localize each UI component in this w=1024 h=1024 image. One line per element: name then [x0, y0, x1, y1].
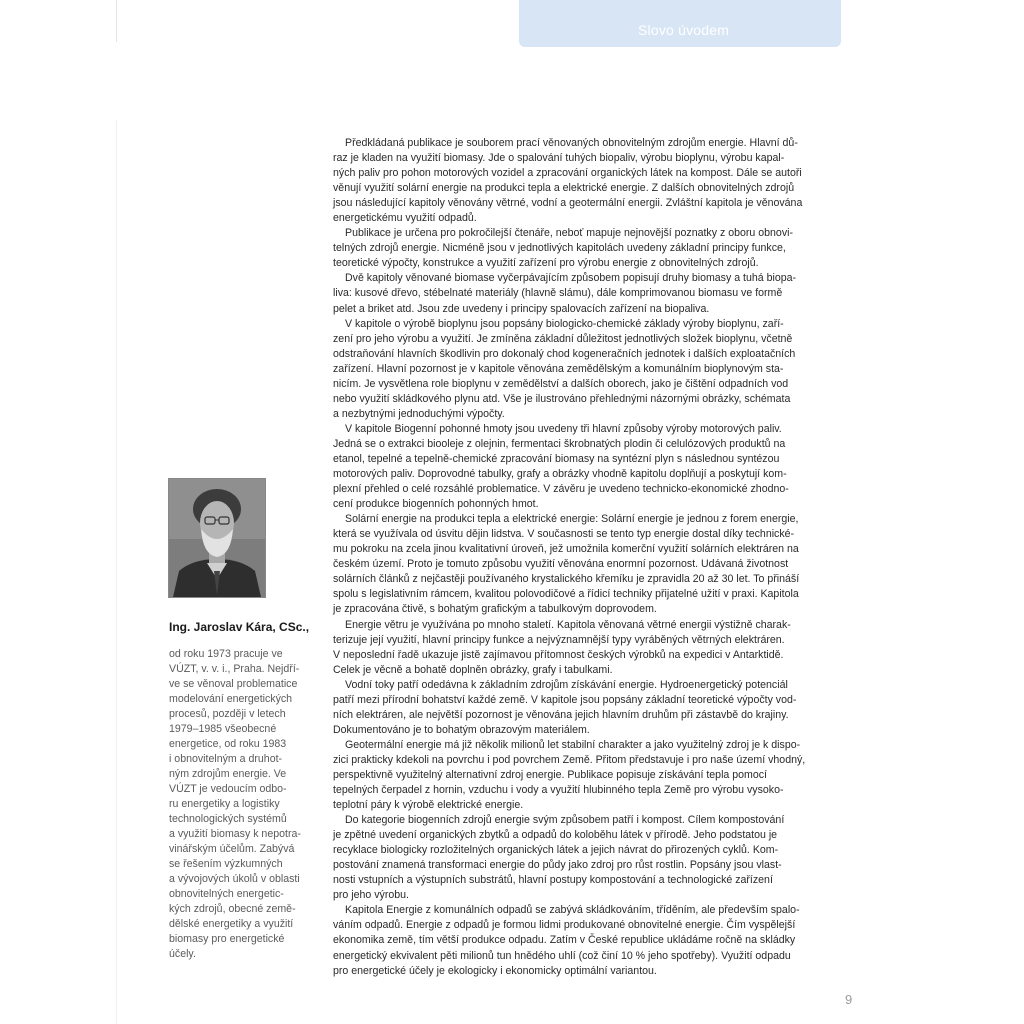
paragraph-line: V kapitole Biogenní pohonné hmoty jsou uvedeny tři hlavní způsoby výroby motorových paliv.: [345, 422, 782, 435]
paragraph-line: telných zdrojů energie. Nicméně jsou v jednotlivých kapitolách uvedeny základní principy funkce,: [333, 242, 786, 255]
paragraph-line: postování znamená transformaci energie do půdy jako zdroj pro růst rostlin. Popsány jsou vlast-: [333, 859, 782, 872]
paragraph-line: plexní přehled o celé rozsáhlé problematice. V závěru je uvedeno technicko-ekonomické zhodno-: [333, 483, 789, 496]
paragraph-line: která se využívala od úsvitu dějin lidstva. V současnosti se tento typ energie dostal díky techniсké-: [333, 528, 795, 541]
paragraph-line: terizuje její využití, hlavní principy funkce a nejvýznamnější typy vyráběných větrných elektráren.: [333, 633, 785, 646]
paragraph-line: zici prakticky kdekoli na povrchu i pod povrchem Země. Přitom představuje i pro naše území vhodný,: [333, 753, 806, 766]
author-portrait-image: [169, 479, 265, 597]
bio-line: i obnovitelným a druhot-: [169, 753, 283, 765]
paragraph-line: pro energetické účely je ekologicky i ekonomicky optimální variantou.: [333, 964, 657, 977]
paragraph-line: odstraňování hlavních škodlivin pro dokonalý chod kogeneračních jednotek i dalších exploatačních: [333, 347, 796, 360]
body-paragraph: [333, 226, 847, 271]
paragraph-line: mu pokroku na zcela jinou kvalitativní úroveň, jež umožnila komerční využití solárních elektráren na: [333, 543, 799, 556]
bio-line: ným zdrojům energie. Ve: [169, 768, 287, 780]
paragraph-line: je zpětné uvedení organických zbytků a odpadů do koloběhu látek v přírodě. Jeho podstatou je: [333, 829, 778, 842]
bio-line: a využití biomasy k nepotra-: [169, 828, 301, 840]
section-title: Slovo úvodem: [638, 22, 730, 38]
paragraph-line: věnují využití solární energie na produkci tepla a elektrické energie. Z dalších obnovitelných zdrojů: [333, 182, 795, 195]
margin-line: [116, 120, 117, 1024]
paragraph-line: nebo využití skládkového plynu atd. Vše je ilustrováno přehlednými názornými obrázky, schémata: [333, 392, 791, 405]
bio-line: se řešením výzkumných: [169, 858, 283, 870]
paragraph-line: Do kategorie biogenních zdrojů energie svým způsobem patří i kompost. Cílem kompostování: [345, 814, 785, 827]
paragraph-line: zařízení. Hlavní pozornost je v kapitole věnována zemědělským a komunálním bioplynovým sta-: [333, 362, 784, 375]
paragraph-line: Geotermální energie má již několik milionů let stabilní charakter a jako využitelný zdroj je k dispo-: [345, 738, 801, 751]
paragraph-line: Celek je věcně a bohatě doplněn obrázky, grafy i tabulkami.: [333, 663, 613, 676]
author-bio: [169, 647, 319, 962]
bio-line: vinářským účelům. Zabývá: [169, 843, 295, 855]
author-photo: [168, 478, 266, 598]
paragraph-line: Dvě kapitoly věnované biomase vyčerpávajícím způsobem popisují druhy biomasy a tuhá biopa-: [345, 272, 797, 285]
paragraph-line: perspektivně využitelný alternativní zdroj energie. Publikace popisuje získávání tepla pomocí: [333, 768, 767, 781]
main-text: [333, 136, 847, 979]
margin-line-top: [116, 0, 117, 42]
paragraph-line: spolu s legislativním rámcem, kvalitou polovodičové a řídicí techniky přijatelné užití v praxi. Kapitola: [333, 588, 799, 601]
bio-line: a vývojových úkolů v oblasti: [169, 873, 300, 885]
paragraph-line: Dokumentováno je to bohatým obrazovým materiálem.: [333, 723, 590, 736]
paragraph-line: Energie větru je využívána po mnoho staletí. Kapitola věnovaná větrné energii výstižně charak-: [345, 618, 791, 631]
body-paragraph: [333, 618, 847, 678]
paragraph-line: solárních článků z nejčastěji používaného krystalického křemíku je zpravidla 20 až 30 let. To přináší: [333, 573, 800, 586]
paragraph-line: je zpracována čtivě, s bohatým grafickým a tabulkovým doprovodem.: [333, 603, 657, 616]
paragraph-line: tepelných čerpadel z hornin, vzduchu i vody a využití hlubinného tepla Země pro výrobu vysoko-: [333, 784, 784, 797]
paragraph-line: patří mezi přírodní bohatství každé země. V kapitole jsou popsány základní teoretické výpočty vod-: [333, 693, 797, 706]
paragraph-line: energetickému využití odpadů.: [333, 212, 477, 225]
paragraph-line: Vodní toky patří odedávna k základním zdrojům získávání energie. Hydroenergetický potenciál: [345, 678, 788, 691]
paragraph-line: teoretické výpočty, konstrukce a využití zařízení pro výrobu energie z obnovitelných zdrojů.: [333, 257, 759, 270]
body-paragraph: [333, 738, 847, 813]
paragraph-line: nicím. Je vysvětlena role bioplynu v zemědělství a dalších oborech, jako je čištění odpadních vod: [333, 377, 789, 390]
section-header-tab: [519, 0, 841, 47]
paragraph-line: váním odpadů. Energie z odpadů je formou lidmi produkované obnovitelné energie. Čím vyspělejší: [333, 919, 796, 932]
paragraph-line: liva: kusové dřevo, stébelnaté materiály (hlavně slámu), dále komprimovanou biomasu ve formě: [333, 287, 783, 300]
paragraph-line: ných paliv pro pohon motorových vozidel a zpracování organických látek na kompost. Dále se autoři: [333, 167, 802, 180]
paragraph-line: Jedná se o extrakci bioolejе z olejnin, fermentaci škrobnatých plodin či celulózových produktů na: [333, 437, 786, 450]
bio-line: ve se věnoval problematice: [169, 678, 298, 690]
paragraph-line: pelet a briket atd. Jsou zde uvedeny i principy spalovacích zařízení na biopaliva.: [333, 302, 710, 315]
bio-line: od roku 1973 pracuje ve: [169, 648, 283, 660]
author-name: Ing. Jaroslav Kára, CSc.,: [169, 620, 310, 634]
paragraph-line: Předkládaná publikace je souborem prací věnovaných obnovitelným zdrojům energie. Hlavní dů-: [345, 137, 798, 149]
paragraph-line: Solární energie na produkci tepla a elektrické energie: Solární energie je jednou z forem energie,: [345, 513, 799, 526]
paragraph-line: Kapitola Energie z komunálních odpadů se zabývá skládkováním, tříděním, ale především spalo-: [345, 904, 800, 917]
paragraph-line: českém území. Proto je tomuto způsobu využití věnována enormní pozornost. Udávaná životnost: [333, 558, 789, 571]
paragraph-line: ekonomika země, tím větší produkce odpadu. Zatím v České republice ukládáme ročně na skládky: [333, 934, 796, 947]
paragraph-line: pro jeho výrobu.: [333, 889, 409, 902]
bio-line: účely.: [169, 948, 196, 960]
paragraph-line: energetický ekvivalent pěti milionů tun hnědého uhlí (což činí 10 % jeho spotřeby). Využití odpadu: [333, 949, 791, 962]
bio-line: 1979–1985 všeobecné: [169, 723, 277, 735]
bio-line: obnovitelných energetic-: [169, 888, 284, 900]
paragraph-line: V neposlední řadě ukazuje jistě zajímavou přítomnost českých výrobků na expedici v Antarktidě.: [333, 648, 784, 661]
body-paragraph: [333, 903, 847, 978]
body-paragraph: [333, 136, 847, 226]
bio-line: ru energetiky a logistiky: [169, 798, 280, 810]
bio-line: biomasy pro energetické: [169, 933, 285, 945]
paragraph-line: Publikace je určena pro pokročilejší čtenáře, neboť mapuje nejnovější poznatky z oboru obnovi-: [345, 227, 793, 240]
paragraph-line: recyklace biologicky rozložitelných organických látek a jejich návrat do přirozených cyklů. Kom-: [333, 844, 779, 857]
paragraph-line: jsou následující kapitoly věnovány větrné, vodní a geotermální energii. Zvláštní kapitola je věnována: [333, 197, 803, 210]
bio-line: kých zdrojů, obecné země-: [169, 903, 296, 915]
page-number: 9: [845, 992, 853, 1007]
bio-line: dělské energetiky a využití: [169, 918, 294, 930]
body-paragraph: [333, 271, 847, 316]
body-paragraph: [333, 317, 847, 422]
paragraph-line: teplotní páry k výrobě elektrické energie.: [333, 799, 524, 812]
paragraph-line: ních elektráren, ale největší pozornost je věnována jejich hlavním druhům při zástavbě do krajiny.: [333, 708, 789, 721]
bio-line: energetice, od roku 1983: [169, 738, 287, 750]
body-paragraph: [333, 512, 847, 617]
paragraph-line: etanol, tepelné a tepelně-chemické zpracování biomasy na syntézní plyn s následnou syntézou: [333, 452, 780, 465]
paragraph-line: cení produkce biogenních pohonných hmot.: [333, 498, 539, 511]
paragraph-line: V kapitole o výrobě bioplynu jsou popsány biologicko-chemické základy výroby bioplynu, zaří-: [345, 317, 784, 330]
paragraph-line: raz je kladen na využití biomasy. Jde o spalování tuhých biopaliv, výrobu bioplynu, výrobu kapal-: [333, 152, 785, 165]
body-paragraph: [333, 813, 847, 903]
bio-line: VÚZT, v. v. i., Praha. Nejdří-: [169, 663, 300, 675]
bio-line: VÚZT je vedoucím odbo-: [169, 783, 287, 795]
paragraph-line: motorových paliv. Doprovodné tabulky, grafy a obrázky vhodně kapitolu doplňují a poskytují kom-: [333, 468, 787, 481]
paragraph-line: nosti vstupních a výstupních substrátů, hlavní postupy kompostování a technologické zařízení: [333, 874, 773, 887]
body-paragraph: [333, 422, 847, 512]
body-paragraph: [333, 678, 847, 738]
paragraph-line: a nezbytnými jednoduchými výpočty.: [333, 407, 505, 420]
bio-line: modelování energetických: [169, 693, 293, 705]
bio-line: technologických systémů: [169, 813, 287, 825]
bio-line: procesů, později v letech: [169, 708, 286, 720]
paragraph-line: zení pro jeho výrobu a využití. Je zmíněna základní důležitost jednotlivých složek bioplynu, včetně: [333, 332, 793, 345]
